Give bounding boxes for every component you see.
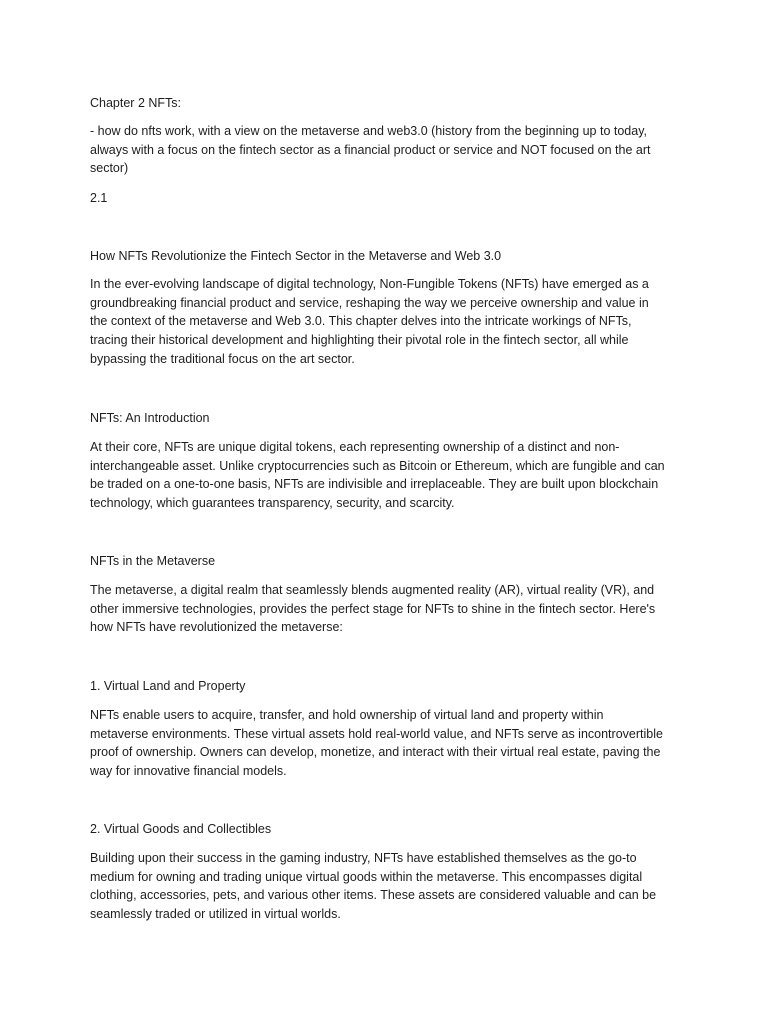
paragraph-line: NFTs enable users to acquire, transfer, and hold ownership of virtual land and property within [90,708,604,722]
land-heading: 1. Virtual Land and Property [90,679,246,693]
task-line: always with a focus on the fintech sector as a financial product or service and NOT focused on the art [90,142,651,157]
paragraph-line: Building upon their success in the gaming industry, NFTs have established themselves as the go-to [90,851,637,865]
paragraph-line: interchangeable asset. Unlike cryptocurrencies such as Bitcoin or Ethereum, which are fungible and can [90,458,665,473]
paragraph-line: At their core, NFTs are unique digital tokens, each representing ownership of a distinct and non- [90,440,620,454]
paragraph-line: clothing, accessories, pets, and various other items. These assets are considered valuable and can be [90,888,657,903]
intro-paragraph [90,275,682,369]
paragraph-line: way for innovative financial models. [90,764,287,779]
metaverse-paragraph [90,581,682,637]
task-line: - how do nfts work, with a view on the metaverse and web3.0 (history from the beginning up to today, [90,124,648,138]
section-number: 2.1 [90,191,108,205]
paragraph-line: seamlessly traded or utilized in virtual worlds. [90,907,341,922]
paragraph-line: tracing their historical development and highlighting their pivotal role in the fintech sector, all while [90,333,629,348]
land-paragraph [90,706,682,781]
paragraph-line: medium for owning and trading unique virtual goods within the metaverse. This encompasses digital [90,869,643,884]
goods-heading: 2. Virtual Goods and Collectibles [90,822,272,836]
goods-paragraph [90,849,682,924]
chapter-title: Chapter 2 NFTs: [90,96,182,110]
paragraph-line: technology, which guarantees transparency, security, and scarcity. [90,496,455,511]
nfts-intro-paragraph [90,438,682,513]
paragraph-line: bypassing the traditional focus on the art sector. [90,351,355,366]
paragraph-line: groundbreaking financial product and service, reshaping the way we perceive ownership and value in [90,295,649,310]
paragraph-line: metaverse environments. These virtual assets hold real-world value, and NFTs serve as incontrovertible [90,726,663,741]
section-title: How NFTs Revolutionize the Fintech Sector in the Metaverse and Web 3.0 [90,249,502,263]
paragraph-line: In the ever-evolving landscape of digital technology, Non-Fungible Tokens (NFTs) have emerged as a [90,277,649,291]
paragraph-line: proof of ownership. Owners can develop, monetize, and interact with their virtual real estate, paving the [90,745,661,760]
paragraph-line: how NFTs have revolutionized the metaverse: [90,620,343,635]
paragraph-line: the context of the metaverse and Web 3.0. This chapter delves into the intricate workings of NFTs, [90,314,632,329]
metaverse-heading: NFTs in the Metaverse [90,554,216,568]
paragraph-line: other immersive technologies, provides the perfect stage for NFTs to shine in the fintech sector. Here's [90,601,656,616]
nfts-intro-heading: NFTs: An Introduction [90,411,210,425]
task-description [90,122,682,178]
task-line: sector) [90,161,129,176]
paragraph-line: be traded on a one-to-one basis, NFTs are indivisible and irreplaceable. They are built upon blockchain [90,477,659,492]
paragraph-line: The metaverse, a digital realm that seamlessly blends augmented reality (AR), virtual reality (VR), and [90,583,655,597]
